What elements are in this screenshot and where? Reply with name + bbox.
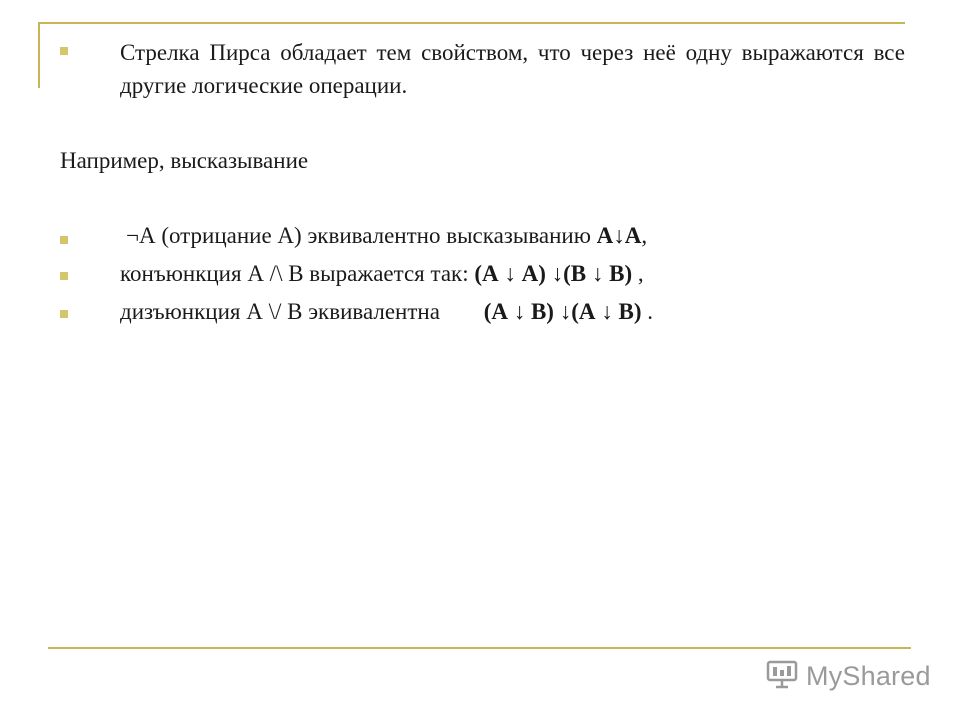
- bullet4-suffix: .: [641, 299, 653, 324]
- bullet-text-1: Стрелка Пирса обладает тем свойством, что через неё одну выражаются все другие логические операции.: [120, 40, 905, 98]
- bottom-rule: [48, 647, 911, 649]
- bullet3-suffix: ,: [632, 261, 644, 286]
- bullet3-prefix: конъюнкция А /\ В выражается так:: [120, 261, 475, 286]
- bullet-marker-3: [60, 272, 68, 280]
- bullet-marker-4: [60, 310, 68, 318]
- bullet4-formula: (А ↓ В) ↓(А ↓ В): [483, 299, 642, 324]
- bullet-text-4: [120, 295, 653, 328]
- bullet3-formula: (А ↓ А) ↓(В ↓ В): [474, 261, 633, 286]
- top-rule: [38, 22, 905, 24]
- watermark-text: MyShared: [806, 660, 931, 691]
- watermark-logo: [766, 656, 931, 696]
- bullet-text-3: [120, 257, 644, 290]
- bullet-marker-2: [60, 236, 68, 244]
- bullet4-prefix: дизъюнкция А \/ В эквивалентна: [120, 299, 446, 324]
- bullet-text-2: [126, 219, 647, 252]
- bullet-marker-1: [60, 47, 68, 55]
- left-rule: [38, 22, 40, 88]
- bullet2-suffix: ,: [641, 223, 648, 248]
- bullet2-prefix: ¬А (отрицание А) эквивалентно высказыванию: [126, 223, 597, 248]
- presentation-icon: [766, 658, 798, 695]
- bullet2-formula: А↓А: [596, 223, 642, 248]
- intro-text: Например, высказывание: [60, 148, 309, 173]
